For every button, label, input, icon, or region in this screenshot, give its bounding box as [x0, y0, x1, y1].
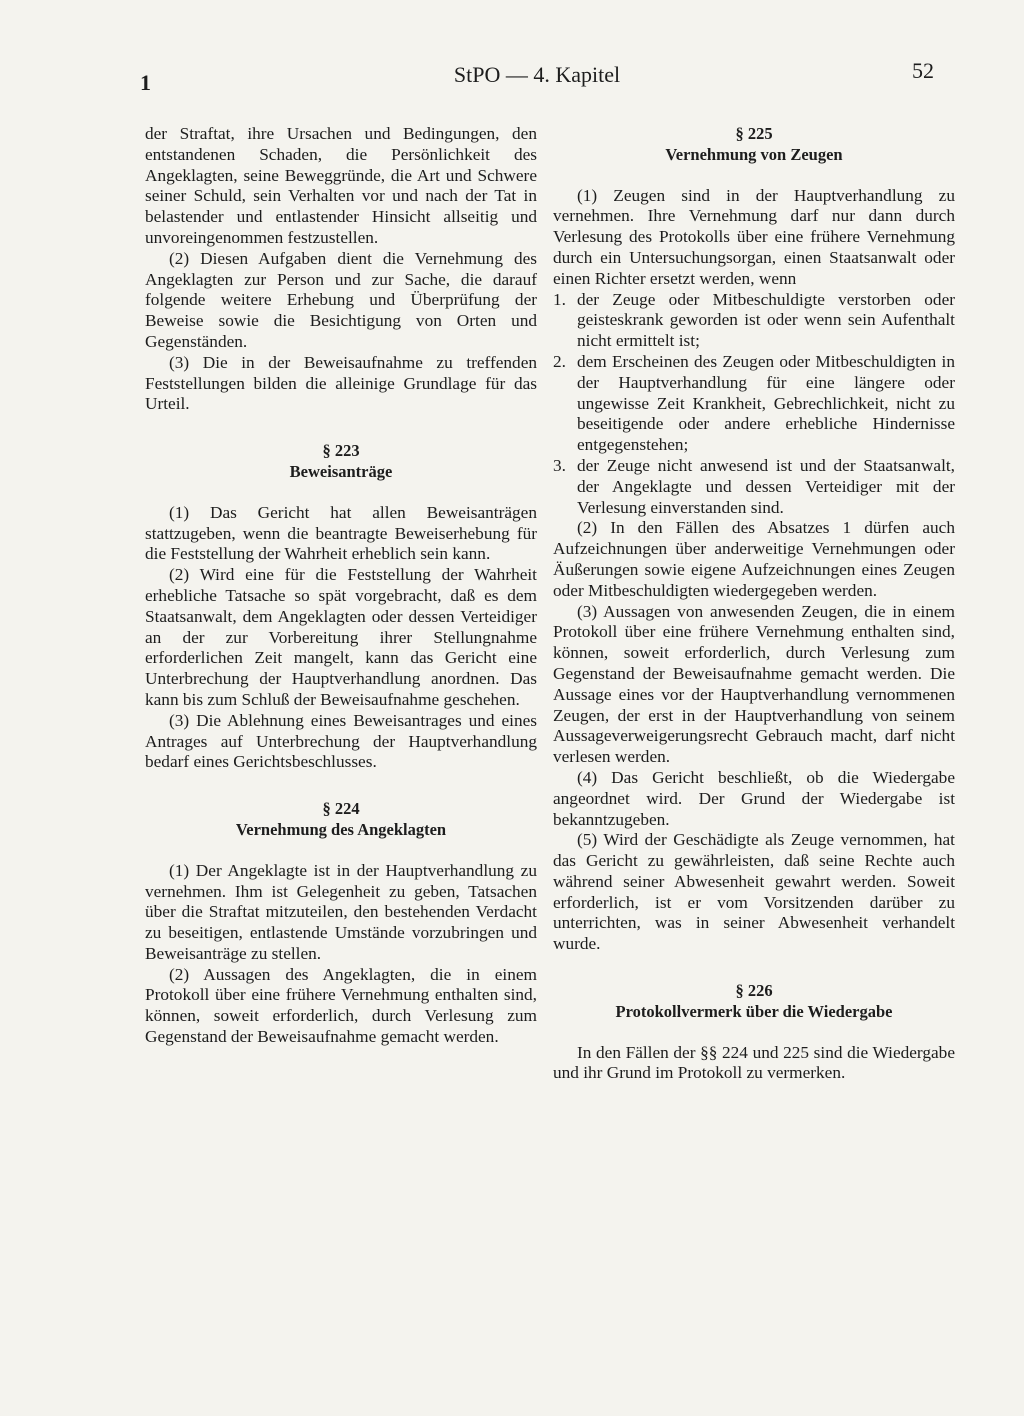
paragraph-223-1: (1) Das Gericht hat allen Beweisanträgen stattzugeben, wenn die beantragte Beweiserhebung für die Feststellung der Wahrheit erheblich sein kann. [145, 502, 537, 564]
section-title: Vernehmung von Zeugen [665, 144, 843, 164]
right-column [553, 124, 955, 1084]
chapter-marker: 1 [140, 70, 151, 95]
page-number: 52 [912, 58, 934, 83]
section-number: § 224 [322, 799, 360, 819]
list-item-text: der Zeuge oder Mitbeschuldigte verstorben oder geisteskrank geworden ist oder wenn sein Aufenthalt nicht ermittelt ist; [577, 289, 955, 351]
list-item-text: der Zeuge nicht anwesend ist und der Staatsanwalt, der Angeklagte und dessen Verteidiger mit der Verlesung einverstanden sind. [577, 455, 955, 517]
paragraph-226-1: In den Fällen der §§ 224 und 225 sind die Wiedergabe und ihr Grund im Protokoll zu vermerken. [553, 1042, 955, 1083]
left-column [145, 124, 537, 1048]
section-number: § 223 [322, 441, 360, 461]
paragraph-225-5: (5) Wird der Geschädigte als Zeuge vernommen, hat das Gericht zu gewährleisten, daß seine Rechte auch während seiner Abwesenheit gewahrt werden. Soweit erforderlich, ist er vom Vorsitzenden darüber zu unterrichten, was in seiner Abwesenheit verhandelt wurde. [553, 830, 955, 954]
list-item-number: 1. [553, 289, 566, 309]
section-224 [145, 799, 537, 1048]
paragraph-222-2: (2) Diesen Aufgaben dient die Vernehmung des Angeklagten zur Person und zur Sache, die darauf folgende weitere Erhebung und Überprüfung der Beweise sowie die Besichtigung von Orten und Gegenständen. [145, 248, 537, 351]
paragraph-225-1: (1) Zeugen sind in der Hauptverhandlung zu vernehmen. Ihre Vernehmung darf nur dann durch Verlesung des Protokolls über eine frühere Vernehmung durch ein Untersuchungsorgan, einen Staatsanwalt oder einen Richter ersetzt werden, wenn [553, 185, 955, 288]
paragraph-222-3: (3) Die in der Beweisaufnahme zu treffenden Feststellungen bilden die alleinige Grundlage für das Urteil. [145, 352, 537, 414]
section-number: § 225 [735, 124, 773, 143]
section-223 [145, 441, 537, 773]
section-title: Beweisanträge [289, 461, 393, 481]
paragraph-224-2: (2) Aussagen des Angeklagten, die in einem Protokoll über eine frühere Vernehmung enthalten sind, können, soweit erforderlich, durch Verlesung zum Gegenstand der Beweisaufnahme gemacht werden. [145, 964, 537, 1047]
continuation-paragraph: der Straftat, ihre Ursachen und Bedingungen, den entstandenen Schaden, die Persönlichkeit des Angeklagten, seine Beweggründe, die Art und Schwere seiner Schuld, sein Verhalten vor und nach der Tat in belastender und entlastender Hinsicht allseitig und unvoreingenommen festzustellen. [145, 124, 537, 247]
section-226 [553, 981, 955, 1084]
running-header [140, 58, 934, 95]
paragraph-224-1: (1) Der Angeklagte ist in der Hauptverhandlung zu vernehmen. Ihm ist Gelegenheit zu geben, Tatsachen über die Straftat mitzuteilen, den bestehenden Verdacht zu beseitigen, entlastende Umstände vorzubringen und Beweisanträge zu stellen. [145, 860, 537, 963]
paragraph-225-3: (3) Aussagen von anwesenden Zeugen, die in einem Protokoll über eine frühere Vernehmung enthalten sind, können, soweit erforderlich, durch Verlesung zum Gegenstand der Beweisaufnahme gemacht werden. Die Aussage eines vor der Hauptverhandlung vernommenen Zeugen, der erst in der Hauptverhandlung von seinem Aussageverweigerungsrecht Gebrauch macht, darf nicht verlesen werden. [553, 601, 955, 767]
paragraph-223-2: (2) Wird eine für die Feststellung der Wahrheit erhebliche Tatsache so spät vorgebracht, daß es dem Staatsanwalt, dem Angeklagten oder dessen Verteidiger an der zur Vorbereitung ihrer Stellungnahme erforderlichen Zeit mangelt, kann das Gericht eine Unterbrechung der Hauptverhandlung anordnen. Das kann bis zum Schluß der Beweisaufnahme geschehen. [145, 565, 537, 709]
list-item [553, 456, 955, 518]
section-title: Protokollvermerk über die Wiedergabe [615, 1001, 893, 1021]
paragraph-225-4: (4) Das Gericht beschließt, ob die Wiedergabe angeordnet wird. Der Grund der Wiedergabe ist bekanntzugeben. [553, 767, 955, 829]
list-item-number: 3. [553, 455, 566, 475]
section-225 [553, 124, 955, 955]
list-item [553, 290, 955, 352]
list-item-number: 2. [553, 351, 566, 371]
list-item-text: dem Erscheinen des Zeugen oder Mitbeschuldigten in der Hauptverhandlung für eine längere oder ungewisse Zeit Krankheit, Gebrechlichkeit, nicht zu beseitigende oder andere erhebliche Hindernisse entgegenstehen; [577, 351, 955, 455]
paragraph-225-2: (2) In den Fällen des Absatzes 1 dürfen auch Aufzeichnungen über anderweitige Vernehmungen oder Äußerungen sowie eigene Aufzeichnungen eines Zeugen oder Mitbeschuldigten wiedergegeben werden. [553, 518, 955, 600]
section-number: § 226 [735, 981, 773, 1001]
running-title: StPO — 4. Kapitel [453, 62, 621, 87]
list-item [553, 352, 955, 456]
paragraph-223-3: (3) Die Ablehnung eines Beweisantrages und eines Antrages auf Unterbrechung der Hauptverhandlung bedarf eines Gerichtsbeschlusses. [145, 710, 537, 772]
section-title: Vernehmung des Angeklagten [235, 819, 447, 839]
